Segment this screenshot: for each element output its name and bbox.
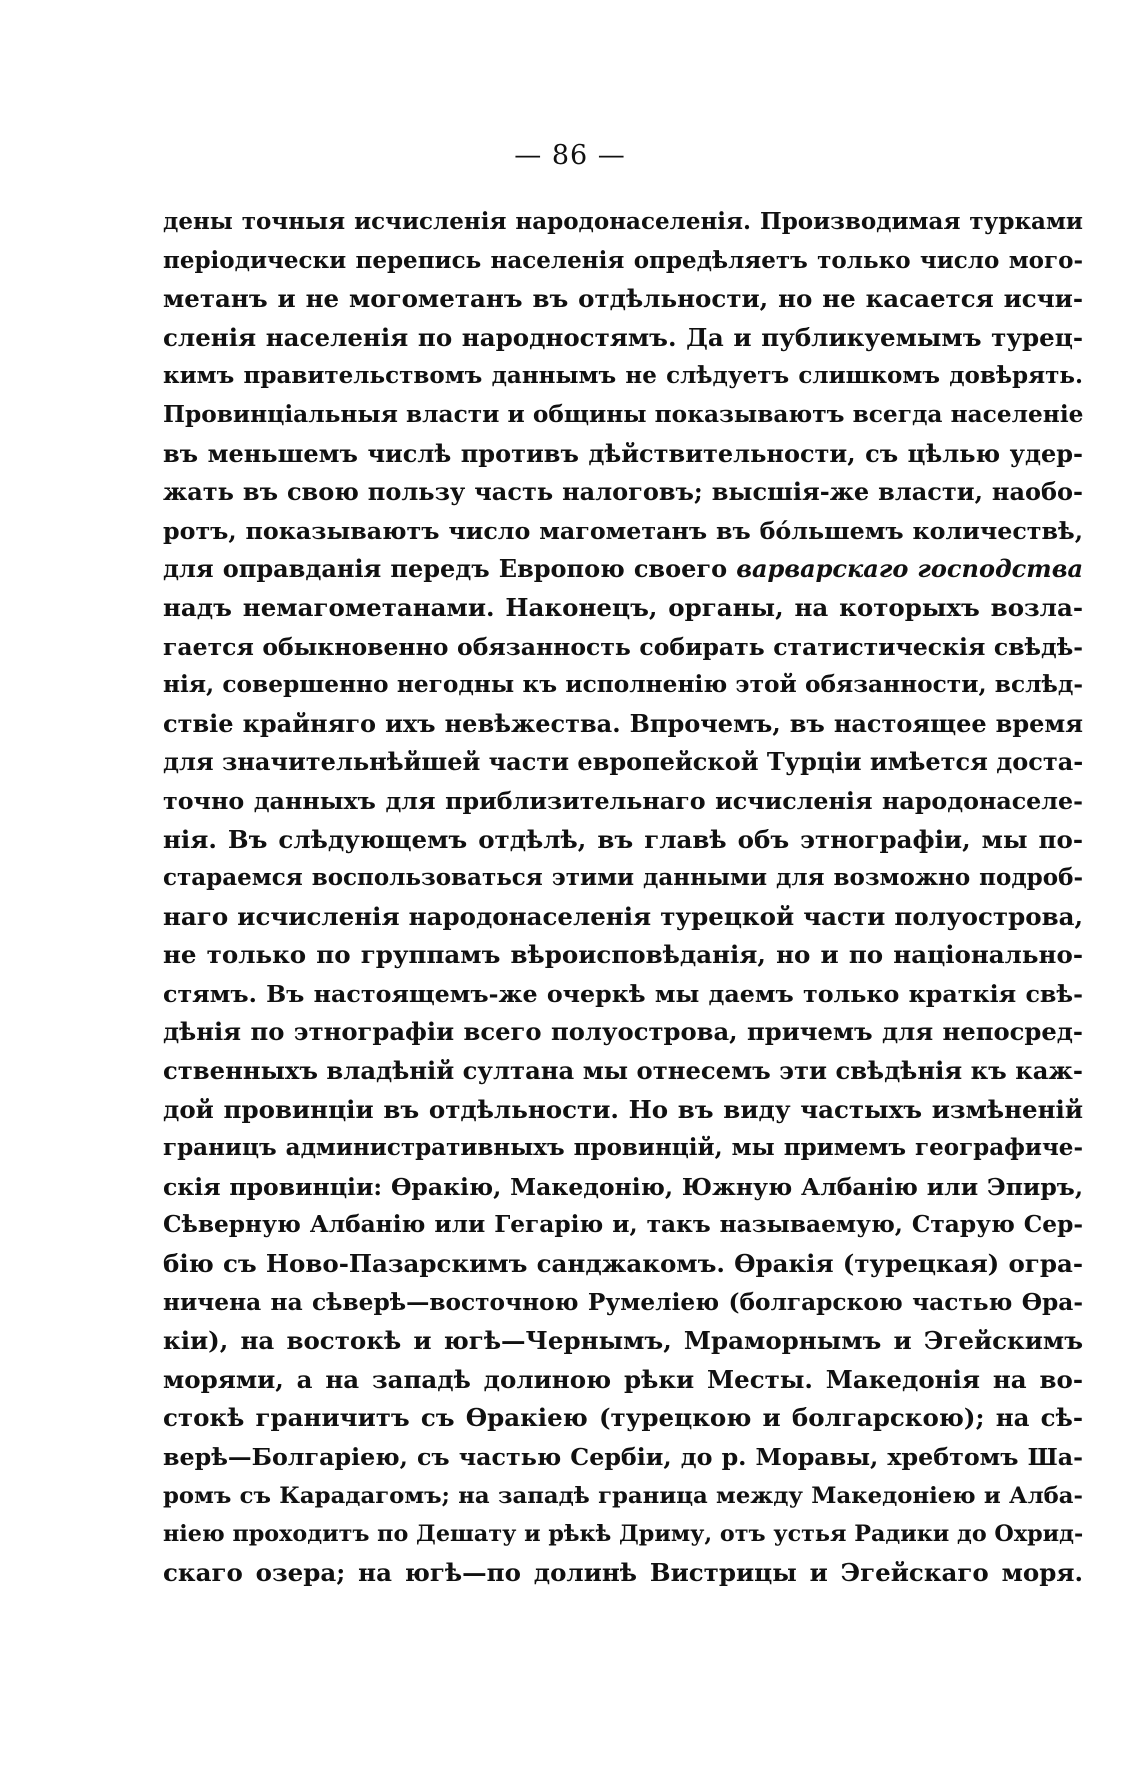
text-line-3: метанъ и не могометанъ въ отдѣльности, но не касается исчи-: [163, 284, 1083, 314]
text-line-34: ромъ съ Карадагомъ; на западѣ граница между Македоніею и Алба-: [163, 1482, 1083, 1509]
text-line-26: скія провинціи: Ѳракію, Македонію, Южную Албанію или Эпиръ,: [163, 1172, 1083, 1201]
text-line-32: стокѣ граничитъ съ Ѳракіею (турецкою и болгарскою); на сѣ-: [163, 1403, 1083, 1433]
text-line-20: не только по группамъ вѣроисповѣданія, но и по національно-: [163, 940, 1083, 970]
page-number: — 86 —: [514, 140, 626, 171]
text-line-35: ніею проходитъ по Дешату и рѣкѣ Дриму, отъ устья Радики до Охрид-: [163, 1521, 1083, 1548]
text-line-17: нія. Въ слѣдующемъ отдѣлѣ, въ главѣ объ этнографіи, мы по-: [163, 824, 1083, 854]
body-text: [163, 203, 1083, 1592]
text-line-21: стямъ. Въ настоящемъ-же очеркѣ мы даемъ только краткія свѣ-: [163, 979, 1083, 1008]
text-line-16: точно данныхъ для приблизительнаго исчисленія народонаселе-: [163, 786, 1083, 815]
text-line-36: скаго озера; на югѣ—по долинѣ Вистрицы и Эгейскаго моря.: [163, 1557, 1083, 1587]
text-line-12: гается обыкновенно обязанность собирать статистическія свѣдѣ-: [163, 632, 1083, 661]
text-line-5: кимъ правительствомъ даннымъ не слѣдуетъ слишкомъ довѣрять.: [163, 362, 1083, 390]
text-line-2: періодически перепись населенія опредѣляетъ только число могo-: [163, 246, 1083, 274]
text-line-27: Сѣверную Албанію или Гегарію и, такъ называемую, Старую Сер-: [163, 1211, 1083, 1239]
text-line-24: дой провинціи въ отдѣльности. Но въ виду частыхъ измѣненій: [163, 1094, 1083, 1124]
text-line-15: для значительнѣйшей части европейской Турціи имѣется доста-: [163, 747, 1083, 777]
text-line-31: морями, а на западѣ долиною рѣки Месты. Македонія на во-: [163, 1364, 1083, 1394]
text-line-4: сленія населенія по народностямъ. Да и публикуемымъ турец-: [163, 322, 1083, 352]
text-line-18: стараемся воспользоваться этими данными для возможно подроб-: [163, 864, 1083, 892]
text-line-7: въ меньшемъ числѣ противъ дѣйствительности, съ цѣлью удер-: [163, 438, 1083, 468]
text-line-33: верѣ—Болгаріею, съ частью Сербіи, до р. Моравы, хребтомъ Ша-: [163, 1443, 1083, 1471]
text-line-9: ротъ, показываютъ число магометанъ въ бо́льшемъ количествѣ,: [163, 516, 1083, 545]
text-line-29: ничена на сѣверѣ—восточною Румеліею (болгарскою частью Ѳра-: [163, 1288, 1083, 1316]
text-line-11: надъ немагометанами. Наконецъ, органы, на которыхъ возла-: [163, 592, 1083, 622]
text-line-8: жать въ свою пользу часть налоговъ; высшія-же власти, наобо-: [163, 477, 1083, 507]
text-line-22: дѣнія по этнографіи всего полуострова, причемъ для непосред-: [163, 1017, 1083, 1047]
text-line-10-start: для оправданія передъ Европою своего: [163, 554, 728, 584]
text-line-10: [163, 550, 1083, 589]
text-line-6: Провинціальныя власти и общины показываютъ всегда населеніе: [163, 400, 1083, 428]
text-line-14: ствіе крайняго ихъ невѣжества. Впрочемъ, въ настоящее время: [163, 708, 1083, 738]
text-line-23: ственныхъ владѣній султана мы отнесемъ эти свѣдѣнія къ каж-: [163, 1056, 1083, 1086]
text-line-28: бію съ Ново-Пазарскимъ санджакомъ. Ѳракія (турецкая) огра-: [163, 1249, 1083, 1279]
text-line-30: кіи), на востокѣ и югѣ—Чернымъ, Мраморнымъ и Эгейскимъ: [163, 1326, 1083, 1356]
italic-phrase: варварскаго господства: [736, 554, 1083, 584]
text-line-1: дены точныя исчисленія народонаселенія. Производимая турками: [163, 208, 1083, 235]
text-line-25: границъ административныхъ провинцій, мы примемъ географиче-: [163, 1134, 1083, 1162]
text-line-13: нія, совершенно негодны къ исполненію этой обязанности, вслѣд-: [163, 671, 1083, 699]
text-line-19: наго исчисленія народонаселенія турецкой части полуострова,: [163, 901, 1083, 931]
